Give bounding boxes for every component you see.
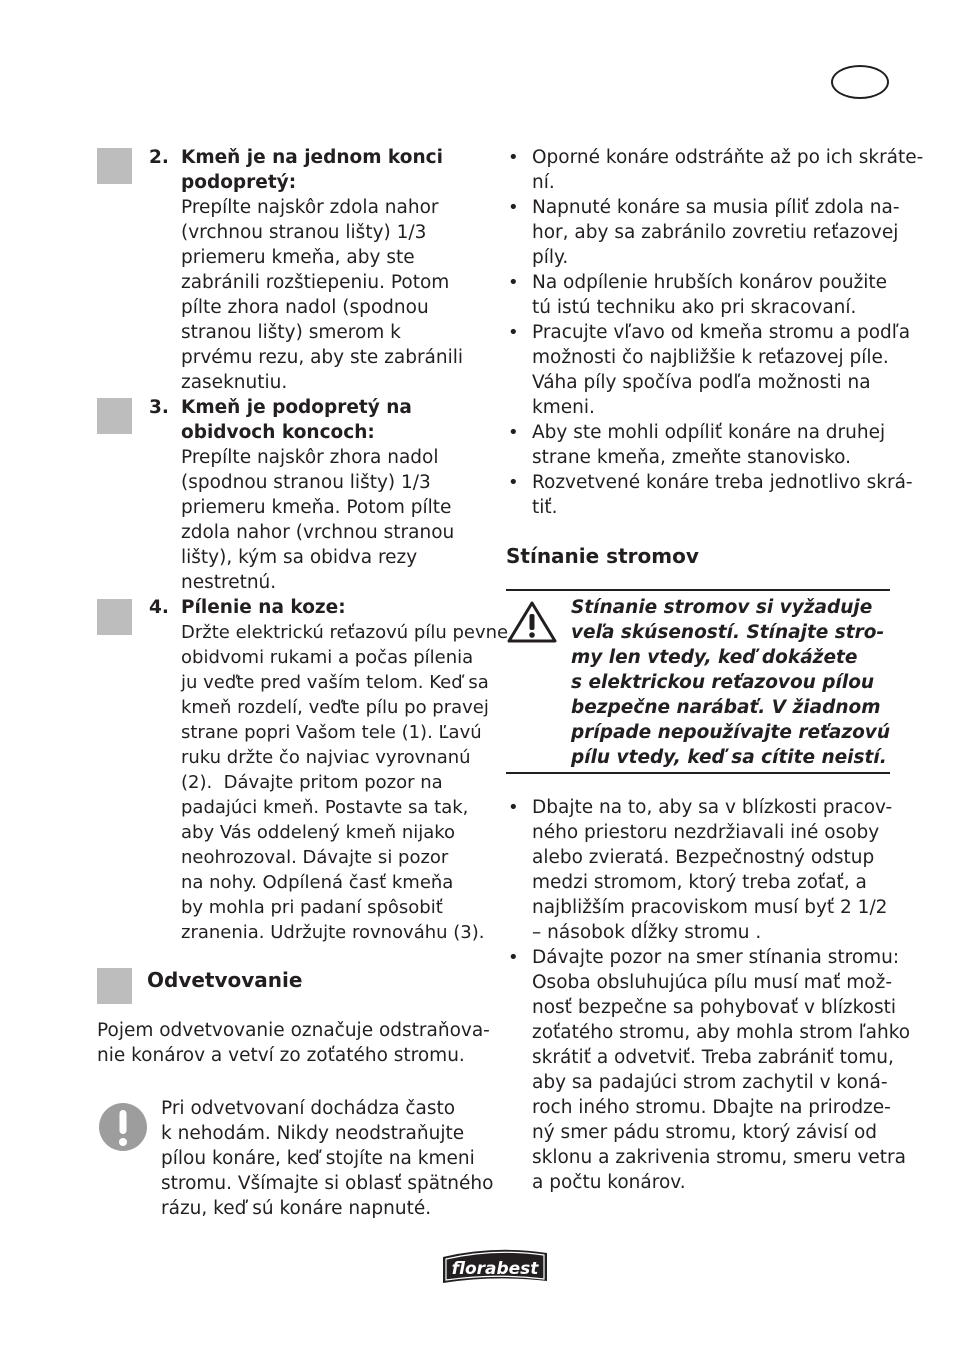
top-list-item-4: Pracujte vľavo od kmeňa stromu a podľa možnosti čo najbližšie k reťazovej píle. Váha píly spočíva podľa možnosti na kmeni.	[532, 322, 911, 418]
top-list-item-3: Na odpílenie hrubších konárov použite tú istú techniku ako pri skracovaní.	[532, 272, 888, 318]
exclamation-icon	[98, 1102, 148, 1152]
top-list-item-2: Napnuté konáre sa musia píliť zdola na- hor, aby sa zabránilo zovretiu reťazovej píly.	[532, 197, 900, 268]
florabest-logo	[439, 1245, 551, 1287]
bottom-list-item-1: Dbajte na to, aby sa v blízkosti pracov- ného priestoru nezdržiavali iné osoby alebo zvieratá. Bezpečnostný odstup medzi stromom, ktorý treba zoťať, a najbližším pracoviskom musí byť 2 1/2 – násobok dĺžky stromu .	[532, 797, 893, 943]
top-bullet-3: •	[508, 272, 519, 293]
step-body-3: Prepílte najskôr zhora nadol (spodnou stranou lišty) 1/3 priemeru kmeňa. Potom pílte zdola nahor (vrchnou stranou lišty), kým sa obidva rezy nestretnú.	[181, 447, 455, 593]
step-title-4: Pílenie na koze:	[181, 597, 346, 618]
bottom-bullet-2: •	[508, 947, 519, 968]
top-list-item-1: Oporné konáre odstráňte až po ich skráte- ní.	[532, 147, 924, 193]
warning-top-rule	[506, 589, 890, 591]
top-bullet-1: •	[508, 147, 519, 168]
top-list-item-5: Aby ste mohli odpíliť konáre na druhej strane kmeňa, zmeňte stanovisko.	[532, 422, 886, 468]
language-badge	[831, 65, 889, 99]
warning-bottom-rule	[506, 772, 890, 774]
step-title-3: Kmeň je podopretý na obidvoch koncoch:	[181, 397, 412, 443]
step-marker-4	[97, 599, 132, 635]
step-number-4: 4.	[149, 597, 169, 618]
warning-triangle-icon	[506, 600, 558, 644]
logo-text: florabest	[451, 1259, 539, 1279]
bottom-bullet-1: •	[508, 797, 519, 818]
step-number-2: 2.	[149, 147, 169, 168]
section-heading-odvetvovanie: Odvetvovanie	[147, 968, 303, 992]
top-bullet-6: •	[508, 472, 519, 493]
step-body-4: Držte elektrickú reťazovú pílu pevne obidvomi rukami a počas pílenia ju veďte pred vaším telom. Keď sa kmeň rozdelí, veďte pílu po pravej strane popri Vašom tele (1). Ľavú ruku držte čo najviac vyrovnanú (2). Dávajte pritom pozor na padajúci kmeň. Postavte sa tak, aby Vás oddelený kmeň nijako neohrozoval. Dávajte si pozor na nohy. Odpílená časť kmeňa by mohla pri padaní spôsobiť zranenia. Udržujte rovnováhu (3).	[181, 622, 509, 943]
step-marker-3	[97, 398, 132, 434]
step-number-3: 3.	[149, 397, 169, 418]
top-bullet-2: •	[508, 197, 519, 218]
section-marker-odvetvovanie	[97, 968, 132, 1004]
note-paragraph: Pri odvetvovaní dochádza často k nehodám. Nikdy neodstraňujte pílou konáre, keď stojíte na kmeni stromu. Všímajte si oblasť spätného rázu, keď sú konáre napnuté.	[161, 1098, 494, 1219]
section-heading-stinanie: Stínanie stromov	[506, 544, 699, 568]
intro-paragraph: Pojem odvetvovanie označuje odstraňova- nie konárov a vetví zo zoťatého stromu.	[97, 1020, 490, 1066]
top-list-item-6: Rozvetvené konáre treba jednotlivo skrá- tiť.	[532, 472, 913, 518]
step-body-2: Prepílte najskôr zdola nahor (vrchnou stranou lišty) 1/3 priemeru kmeňa, aby ste zabránili rozštiepeniu. Potom pílte zhora nadol (spodnou stranou lišty) smerom k prvému rezu, aby ste zabránili zaseknutiu.	[181, 197, 464, 393]
bottom-list-item-2: Dávajte pozor na smer stínania stromu: Osoba obsluhujúca pílu musí mať mož- nosť bezpečne sa pohybovať v blízkosti zoťatého stromu, aby mohla strom ľahko skrátiť a odvetviť. Treba zabrániť tomu, aby sa padajúci strom zachytil v koná- roch iného stromu. Dbajte na prirodze- ný smer pádu stromu, ktorý závisí od sklonu a zakrivenia stromu, smeru vetra a počtu konárov.	[532, 947, 911, 1193]
top-bullet-5: •	[508, 422, 519, 443]
step-marker-2	[97, 148, 132, 184]
top-bullet-4: •	[508, 322, 519, 343]
step-title-2: Kmeň je na jednom konci podopretý:	[181, 147, 443, 193]
warning-text: Stínanie stromov si vyžaduje veľa skúseností. Stínajte stro- my len vtedy, keď dokážete s elektrickou reťazovou pílou bezpečne narábať. V žiadnom prípade nepoužívajte reťazovú pílu vtedy, keď sa cítite neistí.	[571, 597, 891, 768]
